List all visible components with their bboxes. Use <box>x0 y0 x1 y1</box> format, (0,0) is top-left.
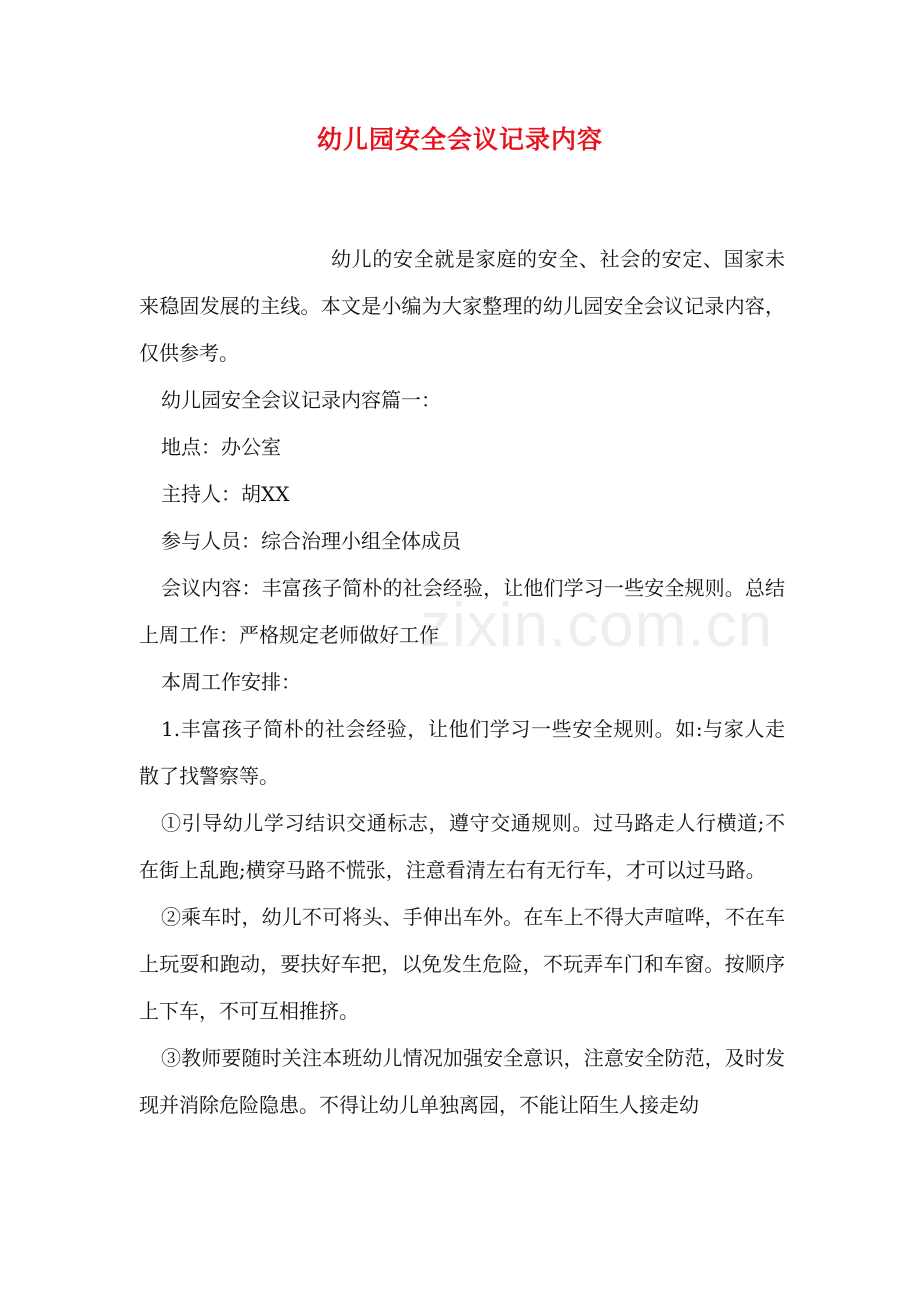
document-title: 幼儿园安全会议记录内容 <box>316 125 603 154</box>
plan-item-1: 1.丰富孩子简朴的社会经验，让他们学习一些安全规则。如:与家人走散了找警察等。 <box>139 717 785 788</box>
meeting-participants: 参与人员：综合治理小组全体成员 <box>161 529 461 553</box>
meeting-host: 主持人：胡XX <box>161 482 290 506</box>
section-heading: 幼儿园安全会议记录内容篇一： <box>161 388 441 412</box>
plan-subitem-riding: ②乘车时，幼儿不可将头、手伸出车外。在车上不得大声喧哗，不在车上玩耍和跑动，要扶好车把，以免发生危险，不玩弄车门和车窗。按顺序上下车，不可互相推挤。 <box>139 905 785 1023</box>
plan-subitem-traffic: ①引导幼儿学习结识交通标志，遵守交通规则。过马路走人行横道;不在街上乱跑;横穿马路不慌张，注意看清左右有无行车，才可以过马路。 <box>139 811 785 882</box>
meeting-content: 会议内容：丰富孩子简朴的社会经验，让他们学习一些安全规则。总结上周工作：严格规定老师做好工作 <box>139 576 785 647</box>
intro-paragraph: 幼儿的安全就是家庭的安全、社会的安定、国家未来稳固发展的主线。本文是小编为大家整理的幼儿园安全会议记录内容，仅供参考。 <box>139 247 785 365</box>
document-body <box>139 236 785 1129</box>
plan-subitem-teacher: ③教师要随时关注本班幼儿情况加强安全意识，注意安全防范，及时发现并消除危险隐患。不得让幼儿单独离园，不能让陌生人接走幼 <box>139 1046 785 1117</box>
watermark: zixin.com.cn <box>420 591 774 660</box>
weekly-plan-heading: 本周工作安排： <box>161 670 301 694</box>
meeting-location: 地点：办公室 <box>161 435 281 459</box>
